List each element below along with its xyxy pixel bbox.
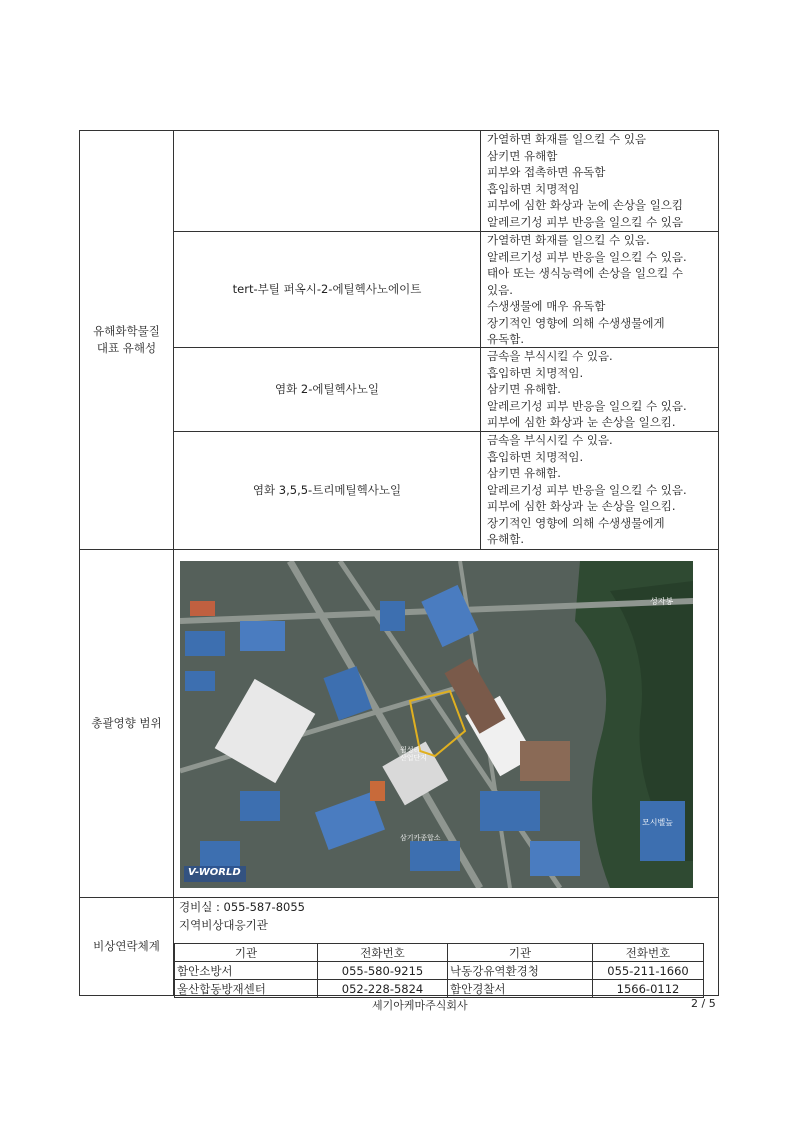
hazard-line: 삼키면 유해함. xyxy=(487,466,561,480)
hazard-line: 장기적인 영향에 의해 수생생물에게 xyxy=(487,515,665,530)
hazard-statements-4 xyxy=(487,432,717,548)
footer-page-number: 2 / 5 xyxy=(691,997,716,1010)
hazard-statements-3 xyxy=(487,348,717,431)
hazard-line: 피부와 접촉하면 유독함 xyxy=(487,165,606,179)
hazard-line: 피부에 심한 화상과 눈 손상을 일으킴. xyxy=(487,415,676,429)
agency-phone[interactable]: 055-211-1660 xyxy=(593,962,704,980)
footer-company: 세기아케마주식회사 xyxy=(372,999,468,1012)
hazard-statements-2 xyxy=(487,232,717,348)
hazard-line: 알레르기성 피부 반응을 일으킬 수 있음. xyxy=(487,398,687,413)
hazard-line: 삼키면 유해함 xyxy=(487,148,558,163)
hazard-line: 흡입하면 치명적임. xyxy=(487,365,584,380)
guard-room-phone: 경비실 : 055-587-8055 xyxy=(179,900,305,914)
contact-section-label: 비상연락체계 xyxy=(93,938,160,953)
hazard-substance-3: 염화 2-에틸헥사노일 xyxy=(275,382,379,396)
map-label-site: 월성리 산업단지 xyxy=(400,746,428,762)
hazard-line: 금속을 부식시킬 수 있음. xyxy=(487,433,613,447)
table-row xyxy=(175,980,704,998)
agency-name: 함안경찰서 xyxy=(448,980,593,998)
hazard-line: 태아 또는 생식능력에 손상을 일으킬 수 xyxy=(487,266,684,280)
agency-phone[interactable]: 055-580-9215 xyxy=(318,962,448,980)
hazard-line: 알레르기성 피부 반응을 일으킬 수 있음 xyxy=(487,214,684,229)
border-desc-col xyxy=(480,130,481,549)
hazard-substance-1 xyxy=(174,131,480,231)
hazard-statements-1 xyxy=(487,131,717,230)
hazard-line: 유독함. xyxy=(487,332,524,346)
hazard-section-label xyxy=(80,130,173,549)
contact-table xyxy=(174,943,704,998)
border-section-hazard xyxy=(79,549,719,550)
hazard-line: 흡입하면 치명적임. xyxy=(487,449,584,464)
hazard-line: 장기적인 영향에 의해 수생생물에게 xyxy=(487,315,665,330)
hazard-line: 가열하면 화재를 일으킬 수 있음. xyxy=(487,233,650,247)
border-section-map xyxy=(79,897,719,898)
agency-phone[interactable]: 1566-0112 xyxy=(593,980,704,998)
hazard-line: 알레르기성 피부 반응을 일으킬 수 있음. xyxy=(487,482,687,497)
hazard-label-line2: 대표 유해성 xyxy=(96,340,157,355)
map-label-building: 삼기카종합소 xyxy=(400,834,441,842)
header-phone: 전화번호 xyxy=(593,944,704,962)
header-agency: 기관 xyxy=(175,944,318,962)
hazard-substance-4: 염화 3,5,5-트리메틸헥사노일 xyxy=(252,483,402,497)
map-label-mountain2: 모시벨늪 xyxy=(642,818,673,827)
hazard-line: 금속을 부식시킬 수 있음. xyxy=(487,349,613,363)
hazard-label-line1: 유해화학물질 xyxy=(93,323,160,338)
agency-phone[interactable]: 052-228-5824 xyxy=(318,980,448,998)
border-right xyxy=(718,130,719,996)
hazard-line: 있음. xyxy=(487,282,513,297)
hazard-line: 알레르기성 피부 반응을 일으킬 수 있음. xyxy=(487,249,687,264)
hazard-line: 흡입하면 치명적임 xyxy=(487,181,580,196)
table-header-row xyxy=(175,944,704,962)
aerial-map[interactable] xyxy=(180,561,693,888)
impact-section-label: 총괄영향 범위 xyxy=(91,715,162,730)
agency-title: 지역비상대응기관 xyxy=(179,918,268,932)
hazard-line: 피부에 심한 화상과 눈에 손상을 일으킴 xyxy=(487,198,684,212)
header-phone: 전화번호 xyxy=(318,944,448,962)
hazard-line: 유해함. xyxy=(487,532,524,546)
map-watermark: V-WORLD xyxy=(188,867,241,878)
agency-name: 낙동강유역환경청 xyxy=(448,962,593,980)
hazard-line: 피부에 심한 화상과 눈 손상을 일으킴. xyxy=(487,499,676,513)
agency-name: 울산합동방재센터 xyxy=(175,980,318,998)
hazard-substance-2: tert-부틸 퍼옥시-2-에틸헥사노에이트 xyxy=(232,282,422,296)
agency-name: 함안소방서 xyxy=(175,962,318,980)
map-label-mountain1: 성자봉 xyxy=(650,597,674,606)
header-agency: 기관 xyxy=(448,944,593,962)
hazard-line: 수생생물에 매우 유독함 xyxy=(487,299,606,313)
table-row xyxy=(175,962,704,980)
hazard-line: 삼키면 유해함. xyxy=(487,382,561,396)
hazard-line: 가열하면 화재를 일으킬 수 있음 xyxy=(487,132,647,146)
